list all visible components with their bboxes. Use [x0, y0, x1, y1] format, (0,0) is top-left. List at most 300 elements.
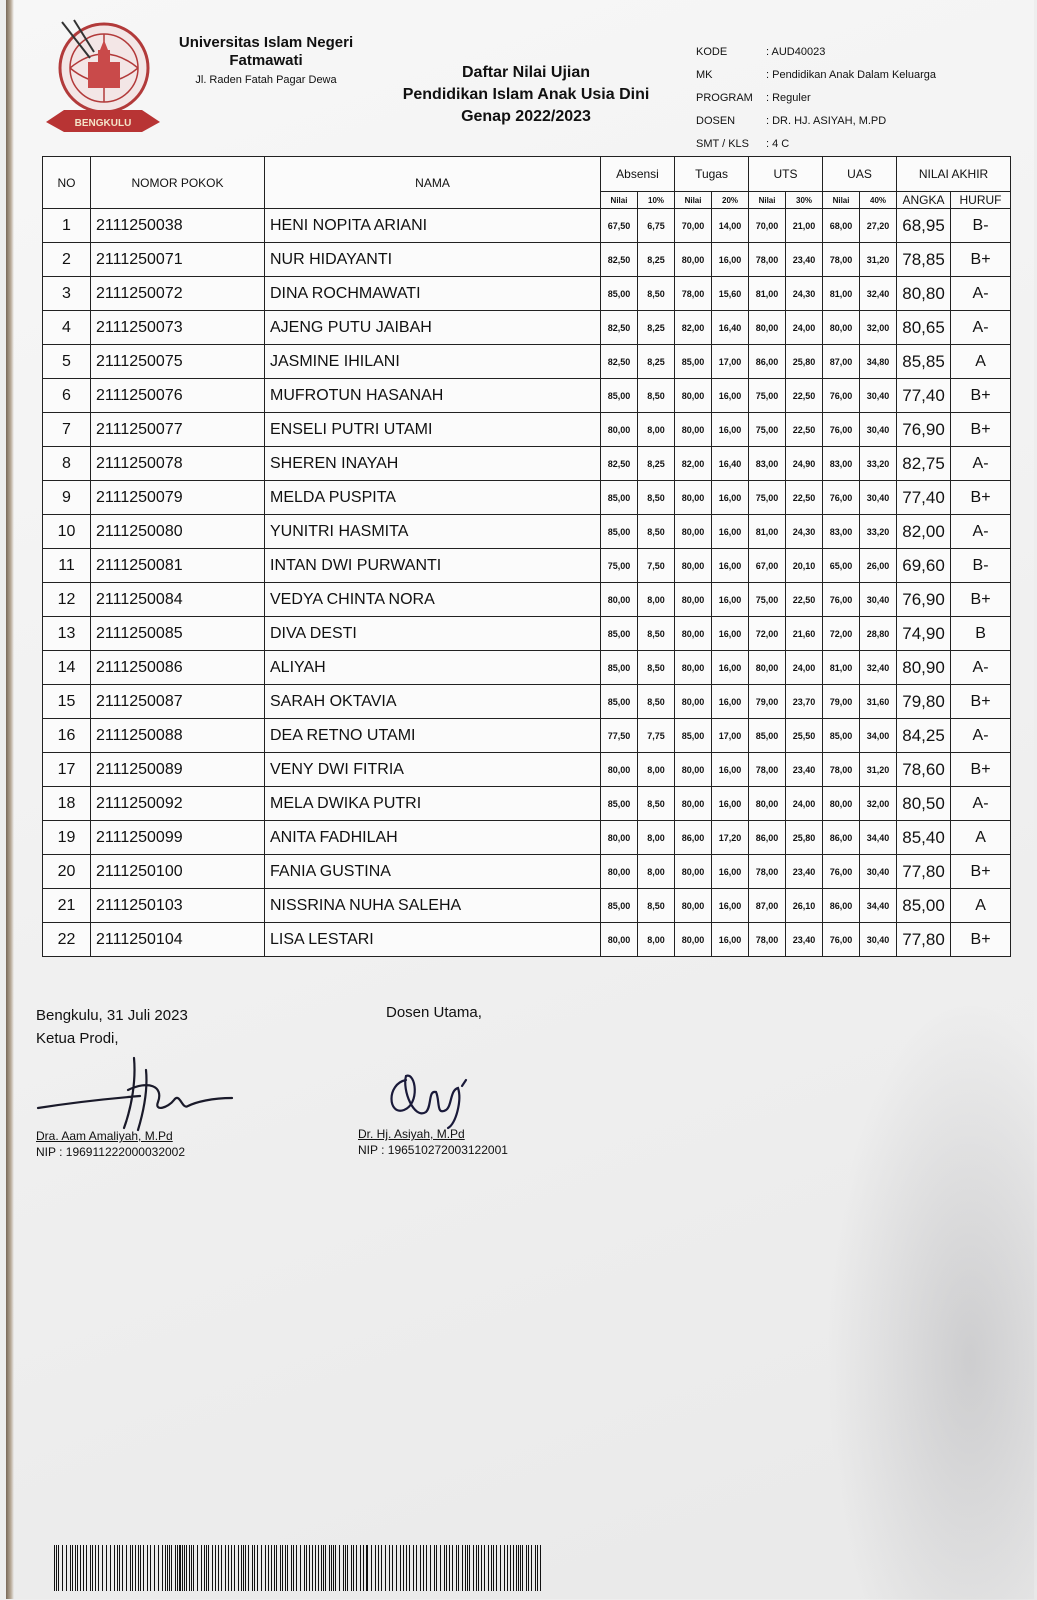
row-huruf: B+ — [951, 243, 1011, 277]
row-uas-nilai: 86,00 — [823, 821, 860, 855]
university-name-line2: Fatmawati — [229, 52, 303, 69]
row-nama: SARAH OKTAVIA — [265, 685, 601, 719]
barcode-bar — [75, 1545, 76, 1591]
barcode-bar — [119, 1545, 120, 1591]
header-uts: UTS — [749, 157, 823, 192]
row-no: 12 — [43, 583, 91, 617]
signer2-nip: NIP : 196510272003122001 — [358, 1143, 508, 1157]
barcode-bar — [375, 1545, 376, 1591]
row-uas-nilai: 83,00 — [823, 515, 860, 549]
barcode-bar — [500, 1545, 501, 1591]
place-date: Bengkulu, 31 Juli 2023 — [36, 1007, 188, 1024]
barcode-bar — [92, 1545, 93, 1591]
row-uas-pct: 33,20 — [860, 515, 897, 549]
barcode-bar — [526, 1545, 527, 1591]
row-uts-nilai: 78,00 — [749, 923, 786, 957]
row-uts-pct: 24,30 — [786, 277, 823, 311]
header-tugas: Tugas — [675, 157, 749, 192]
row-nomor-pokok: 2111250086 — [91, 651, 265, 685]
row-nama: AJENG PUTU JAIBAH — [265, 311, 601, 345]
row-uts-pct: 21,00 — [786, 209, 823, 243]
row-tugas-pct: 16,00 — [712, 549, 749, 583]
table-row — [43, 549, 1011, 583]
row-absensi-nilai: 85,00 — [601, 277, 638, 311]
row-nama: ANITA FADHILAH — [265, 821, 601, 855]
row-nama: MELA DWIKA PUTRI — [265, 787, 601, 821]
row-nama: VENY DWI FITRIA — [265, 753, 601, 787]
barcode-bar — [162, 1545, 163, 1591]
barcode-bar — [335, 1545, 336, 1591]
barcode-bar — [458, 1545, 459, 1591]
row-uts-nilai: 86,00 — [749, 345, 786, 379]
barcode-bar — [158, 1545, 159, 1591]
meta-value: : 4 C — [766, 138, 790, 150]
barcode-bar — [261, 1545, 262, 1591]
row-tugas-pct: 16,40 — [712, 447, 749, 481]
row-uts-nilai: 78,00 — [749, 243, 786, 277]
row-absensi-pct: 8,00 — [638, 753, 675, 787]
row-uts-nilai: 75,00 — [749, 413, 786, 447]
row-no: 13 — [43, 617, 91, 651]
barcode-bar — [265, 1545, 266, 1591]
row-angka: 78,85 — [897, 243, 951, 277]
barcode-bar — [363, 1545, 364, 1591]
row-absensi-nilai: 80,00 — [601, 923, 638, 957]
barcode-bar — [177, 1545, 178, 1591]
row-huruf: B+ — [951, 481, 1011, 515]
meta-value: : DR. HJ. ASIYAH, M.PD — [766, 115, 887, 127]
row-tugas-nilai: 82,00 — [675, 311, 712, 345]
barcode-bar — [132, 1545, 133, 1591]
barcode-bar — [252, 1545, 253, 1591]
row-no: 18 — [43, 787, 91, 821]
barcode-bar — [423, 1545, 424, 1591]
row-uts-pct: 23,40 — [786, 243, 823, 277]
row-nomor-pokok: 2111250077 — [91, 413, 265, 447]
row-uts-pct: 24,00 — [786, 311, 823, 345]
row-angka: 85,85 — [897, 345, 951, 379]
row-nama: LISA LESTARI — [265, 923, 601, 957]
barcode-bar — [257, 1545, 258, 1591]
row-uts-nilai: 83,00 — [749, 447, 786, 481]
row-nomor-pokok: 2111250088 — [91, 719, 265, 753]
barcode-bar — [130, 1545, 131, 1591]
row-angka: 78,60 — [897, 753, 951, 787]
row-absensi-pct: 8,25 — [638, 243, 675, 277]
row-uts-nilai: 87,00 — [749, 889, 786, 923]
header-tugas-nilai: Nilai — [675, 192, 712, 209]
row-uas-nilai: 76,00 — [823, 855, 860, 889]
row-uas-pct: 28,80 — [860, 617, 897, 651]
row-tugas-pct: 16,00 — [712, 889, 749, 923]
row-tugas-pct: 16,40 — [712, 311, 749, 345]
row-uts-pct: 25,80 — [786, 821, 823, 855]
barcode-bar — [77, 1545, 78, 1591]
barcode-bar — [520, 1545, 521, 1591]
row-absensi-pct: 8,00 — [638, 583, 675, 617]
barcode-bar — [381, 1545, 382, 1591]
barcode-bar — [396, 1545, 397, 1591]
barcode-bar — [201, 1545, 202, 1591]
row-uts-nilai: 80,00 — [749, 311, 786, 345]
barcode-bar — [403, 1545, 404, 1591]
university-seal-icon — [42, 18, 162, 138]
row-absensi-nilai: 82,50 — [601, 311, 638, 345]
barcode-bar — [389, 1545, 390, 1591]
signer2-name: Dr. Hj. Asiyah, M.Pd — [358, 1127, 465, 1141]
barcode-bar — [436, 1545, 437, 1591]
row-uas-nilai: 79,00 — [823, 685, 860, 719]
barcode-bar — [366, 1545, 368, 1591]
row-nama: NUR HIDAYANTI — [265, 243, 601, 277]
table-row — [43, 345, 1011, 379]
barcode-bar — [465, 1545, 466, 1591]
barcode-bar — [193, 1545, 194, 1591]
row-uas-nilai: 76,00 — [823, 413, 860, 447]
barcode-bar — [287, 1545, 288, 1591]
row-uts-pct: 22,50 — [786, 413, 823, 447]
barcode-bar — [186, 1545, 187, 1591]
row-uts-nilai: 72,00 — [749, 617, 786, 651]
row-angka: 80,80 — [897, 277, 951, 311]
barcode-bar — [126, 1545, 127, 1591]
row-tugas-nilai: 82,00 — [675, 447, 712, 481]
barcode-bar — [208, 1545, 209, 1591]
row-no: 9 — [43, 481, 91, 515]
signature-dosen-utama — [376, 1060, 506, 1130]
row-nama: FANIA GUSTINA — [265, 855, 601, 889]
row-tugas-pct: 16,00 — [712, 855, 749, 889]
barcode-bar — [300, 1545, 301, 1591]
row-nomor-pokok: 2111250089 — [91, 753, 265, 787]
meta-value: : Pendidikan Anak Dalam Keluarga — [766, 69, 936, 81]
row-absensi-nilai: 82,50 — [601, 243, 638, 277]
row-absensi-nilai: 80,00 — [601, 821, 638, 855]
row-huruf: B — [951, 617, 1011, 651]
row-absensi-nilai: 85,00 — [601, 617, 638, 651]
barcode-bar — [154, 1545, 155, 1591]
barcode-bar — [522, 1545, 523, 1591]
table-row — [43, 413, 1011, 447]
row-nomor-pokok: 2111250092 — [91, 787, 265, 821]
row-no: 8 — [43, 447, 91, 481]
row-absensi-nilai: 77,50 — [601, 719, 638, 753]
barcode-bar — [469, 1545, 470, 1591]
row-no: 6 — [43, 379, 91, 413]
header-uas-pct: 40% — [860, 192, 897, 209]
header-nama: NAMA — [265, 157, 601, 209]
barcode-bar — [518, 1545, 519, 1591]
barcode-bar — [206, 1545, 207, 1591]
table-row — [43, 209, 1011, 243]
row-tugas-nilai: 80,00 — [675, 753, 712, 787]
barcode — [54, 1545, 544, 1591]
row-uas-nilai: 80,00 — [823, 311, 860, 345]
row-tugas-pct: 16,00 — [712, 379, 749, 413]
row-absensi-pct: 8,00 — [638, 923, 675, 957]
row-absensi-nilai: 85,00 — [601, 379, 638, 413]
barcode-bar — [184, 1545, 185, 1591]
barcode-bar — [90, 1545, 91, 1591]
barcode-bar — [138, 1545, 139, 1591]
row-absensi-pct: 8,50 — [638, 685, 675, 719]
row-absensi-nilai: 80,00 — [601, 413, 638, 447]
row-nama: DINA ROCHMAWATI — [265, 277, 601, 311]
row-angka: 77,40 — [897, 379, 951, 413]
barcode-bar — [339, 1545, 340, 1591]
barcode-bar — [140, 1545, 141, 1591]
table-row — [43, 481, 1011, 515]
table-row — [43, 889, 1011, 923]
row-tugas-nilai: 80,00 — [675, 549, 712, 583]
row-tugas-nilai: 70,00 — [675, 209, 712, 243]
meta-label: KODE — [696, 46, 728, 58]
barcode-bar — [446, 1545, 447, 1591]
row-no: 5 — [43, 345, 91, 379]
barcode-bar — [467, 1545, 468, 1591]
row-huruf: B+ — [951, 685, 1011, 719]
row-no: 21 — [43, 889, 91, 923]
barcode-bar — [175, 1545, 176, 1591]
row-uts-nilai: 78,00 — [749, 753, 786, 787]
row-uts-nilai: 86,00 — [749, 821, 786, 855]
barcode-bar — [456, 1545, 457, 1591]
table-row — [43, 311, 1011, 345]
barcode-bar — [491, 1545, 492, 1591]
row-absensi-pct: 8,25 — [638, 345, 675, 379]
row-uas-nilai: 76,00 — [823, 379, 860, 413]
barcode-bar — [179, 1545, 181, 1591]
row-nomor-pokok: 2111250079 — [91, 481, 265, 515]
row-absensi-nilai: 82,50 — [601, 345, 638, 379]
header-absensi: Absensi — [601, 157, 675, 192]
row-absensi-nilai: 80,00 — [601, 855, 638, 889]
row-angka: 76,90 — [897, 413, 951, 447]
barcode-bar — [440, 1545, 441, 1591]
meta-label: DOSEN — [696, 115, 736, 127]
barcode-bar — [98, 1545, 99, 1591]
row-angka: 84,25 — [897, 719, 951, 753]
barcode-bar — [315, 1545, 316, 1591]
row-tugas-nilai: 86,00 — [675, 821, 712, 855]
barcode-bar — [420, 1545, 421, 1591]
barcode-bar — [215, 1545, 216, 1591]
barcode-bar — [504, 1545, 505, 1591]
university-name-line1: Universitas Islam Negeri — [178, 34, 354, 51]
barcode-bar — [385, 1545, 386, 1591]
barcode-bar — [325, 1545, 326, 1591]
barcode-bar — [212, 1545, 213, 1591]
row-absensi-pct: 8,25 — [638, 447, 675, 481]
barcode-bar — [531, 1545, 532, 1591]
meta-row — [696, 69, 936, 92]
header-nomor-pokok: NOMOR POKOK — [91, 157, 265, 209]
row-huruf: A- — [951, 447, 1011, 481]
barcode-bar — [478, 1545, 479, 1591]
barcode-bar — [535, 1545, 536, 1591]
table-row — [43, 243, 1011, 277]
header-huruf: HURUF — [951, 192, 1011, 209]
header-uts-pct: 30% — [786, 192, 823, 209]
row-uas-nilai: 81,00 — [823, 651, 860, 685]
meta-label: SMT / KLS — [696, 138, 749, 150]
row-angka: 85,00 — [897, 889, 951, 923]
barcode-bar — [102, 1545, 103, 1591]
meta-value: : AUD40023 — [766, 46, 826, 58]
barcode-bar — [347, 1545, 348, 1591]
row-nomor-pokok: 2111250103 — [91, 889, 265, 923]
row-angka: 77,80 — [897, 855, 951, 889]
barcode-bar — [488, 1545, 489, 1591]
barcode-bar — [356, 1545, 357, 1591]
barcode-bar — [110, 1545, 111, 1591]
page-shadow — [826, 1000, 1037, 1600]
barcode-bar — [318, 1545, 319, 1591]
row-tugas-nilai: 80,00 — [675, 413, 712, 447]
barcode-bar — [296, 1545, 297, 1591]
row-uas-pct: 30,40 — [860, 481, 897, 515]
row-no: 16 — [43, 719, 91, 753]
row-no: 20 — [43, 855, 91, 889]
barcode-bar — [169, 1545, 170, 1591]
grades-table — [42, 156, 1011, 957]
barcode-bar — [331, 1545, 332, 1591]
barcode-bar — [280, 1545, 281, 1591]
row-nama: INTAN DWI PURWANTI — [265, 549, 601, 583]
barcode-bar — [413, 1545, 414, 1591]
barcode-bar — [234, 1545, 235, 1591]
barcode-bar — [291, 1545, 292, 1591]
page-edge-shadow — [6, 0, 14, 1599]
row-absensi-pct: 8,00 — [638, 413, 675, 447]
row-tugas-pct: 16,00 — [712, 685, 749, 719]
barcode-bar — [513, 1545, 514, 1591]
row-uas-pct: 32,00 — [860, 311, 897, 345]
row-uts-pct: 21,60 — [786, 617, 823, 651]
row-absensi-pct: 8,25 — [638, 311, 675, 345]
row-uas-nilai: 85,00 — [823, 719, 860, 753]
row-nama: DEA RETNO UTAMI — [265, 719, 601, 753]
barcode-bar — [248, 1545, 249, 1591]
barcode-bar — [510, 1545, 511, 1591]
barcode-bar — [345, 1545, 346, 1591]
barcode-bar — [540, 1545, 541, 1591]
row-nomor-pokok: 2111250081 — [91, 549, 265, 583]
row-nama: MUFROTUN HASANAH — [265, 379, 601, 413]
row-uas-pct: 32,00 — [860, 787, 897, 821]
barcode-bar — [221, 1545, 222, 1591]
table-row — [43, 617, 1011, 651]
row-huruf: B+ — [951, 855, 1011, 889]
row-tugas-nilai: 80,00 — [675, 583, 712, 617]
barcode-bar — [147, 1545, 148, 1591]
row-nama: YUNITRI HASMITA — [265, 515, 601, 549]
row-nomor-pokok: 2111250080 — [91, 515, 265, 549]
barcode-bar — [218, 1545, 219, 1591]
row-absensi-nilai: 85,00 — [601, 889, 638, 923]
row-tugas-nilai: 80,00 — [675, 923, 712, 957]
row-absensi-pct: 8,50 — [638, 379, 675, 413]
row-nama: MELDA PUSPITA — [265, 481, 601, 515]
row-absensi-pct: 6,75 — [638, 209, 675, 243]
row-angka: 80,90 — [897, 651, 951, 685]
barcode-bar — [333, 1545, 334, 1591]
row-absensi-pct: 8,50 — [638, 787, 675, 821]
barcode-bar — [268, 1545, 269, 1591]
row-absensi-pct: 8,50 — [638, 481, 675, 515]
barcode-bar — [143, 1545, 144, 1591]
row-nomor-pokok: 2111250085 — [91, 617, 265, 651]
row-tugas-pct: 16,00 — [712, 787, 749, 821]
barcode-bar — [312, 1545, 313, 1591]
barcode-bar — [476, 1545, 477, 1591]
row-uts-pct: 23,70 — [786, 685, 823, 719]
barcode-bar — [400, 1545, 401, 1591]
meta-row — [696, 92, 936, 115]
row-no: 10 — [43, 515, 91, 549]
title-line2: Pendidikan Islam Anak Usia Dini — [402, 86, 650, 103]
barcode-bar — [274, 1545, 275, 1591]
barcode-bar — [285, 1545, 286, 1591]
barcode-bar — [360, 1545, 361, 1591]
row-uts-nilai: 80,00 — [749, 787, 786, 821]
row-huruf: A — [951, 345, 1011, 379]
row-huruf: A- — [951, 515, 1011, 549]
row-tugas-nilai: 80,00 — [675, 651, 712, 685]
grades-table-body — [43, 209, 1011, 957]
row-huruf: B+ — [951, 583, 1011, 617]
barcode-bar — [528, 1545, 529, 1591]
barcode-bar — [167, 1545, 168, 1591]
row-absensi-pct: 7,50 — [638, 549, 675, 583]
row-uas-nilai: 80,00 — [823, 787, 860, 821]
row-uas-nilai: 68,00 — [823, 209, 860, 243]
barcode-bar — [309, 1545, 310, 1591]
barcode-bar — [449, 1545, 450, 1591]
table-row — [43, 923, 1011, 957]
row-uas-nilai: 78,00 — [823, 243, 860, 277]
barcode-bar — [537, 1545, 538, 1591]
row-tugas-nilai: 80,00 — [675, 481, 712, 515]
row-uts-pct: 23,40 — [786, 923, 823, 957]
row-huruf: B+ — [951, 379, 1011, 413]
row-huruf: A- — [951, 277, 1011, 311]
row-absensi-nilai: 82,50 — [601, 447, 638, 481]
barcode-bar — [343, 1545, 344, 1591]
table-row — [43, 583, 1011, 617]
row-no: 22 — [43, 923, 91, 957]
row-uts-nilai: 75,00 — [749, 379, 786, 413]
header-angka: ANGKA — [897, 192, 951, 209]
barcode-bar — [95, 1545, 96, 1591]
row-angka: 68,95 — [897, 209, 951, 243]
row-huruf: B+ — [951, 413, 1011, 447]
row-uts-nilai: 81,00 — [749, 515, 786, 549]
barcode-bar — [351, 1545, 352, 1591]
row-nama: JASMINE IHILANI — [265, 345, 601, 379]
signature-place-block — [36, 1004, 188, 1050]
row-tugas-nilai: 80,00 — [675, 617, 712, 651]
row-uas-pct: 34,40 — [860, 821, 897, 855]
row-uas-nilai: 65,00 — [823, 549, 860, 583]
row-uas-pct: 30,40 — [860, 923, 897, 957]
row-nomor-pokok: 2111250076 — [91, 379, 265, 413]
row-tugas-pct: 16,00 — [712, 243, 749, 277]
row-angka: 80,50 — [897, 787, 951, 821]
barcode-bar — [323, 1545, 324, 1591]
row-nomor-pokok: 2111250104 — [91, 923, 265, 957]
barcode-bar — [254, 1545, 255, 1591]
